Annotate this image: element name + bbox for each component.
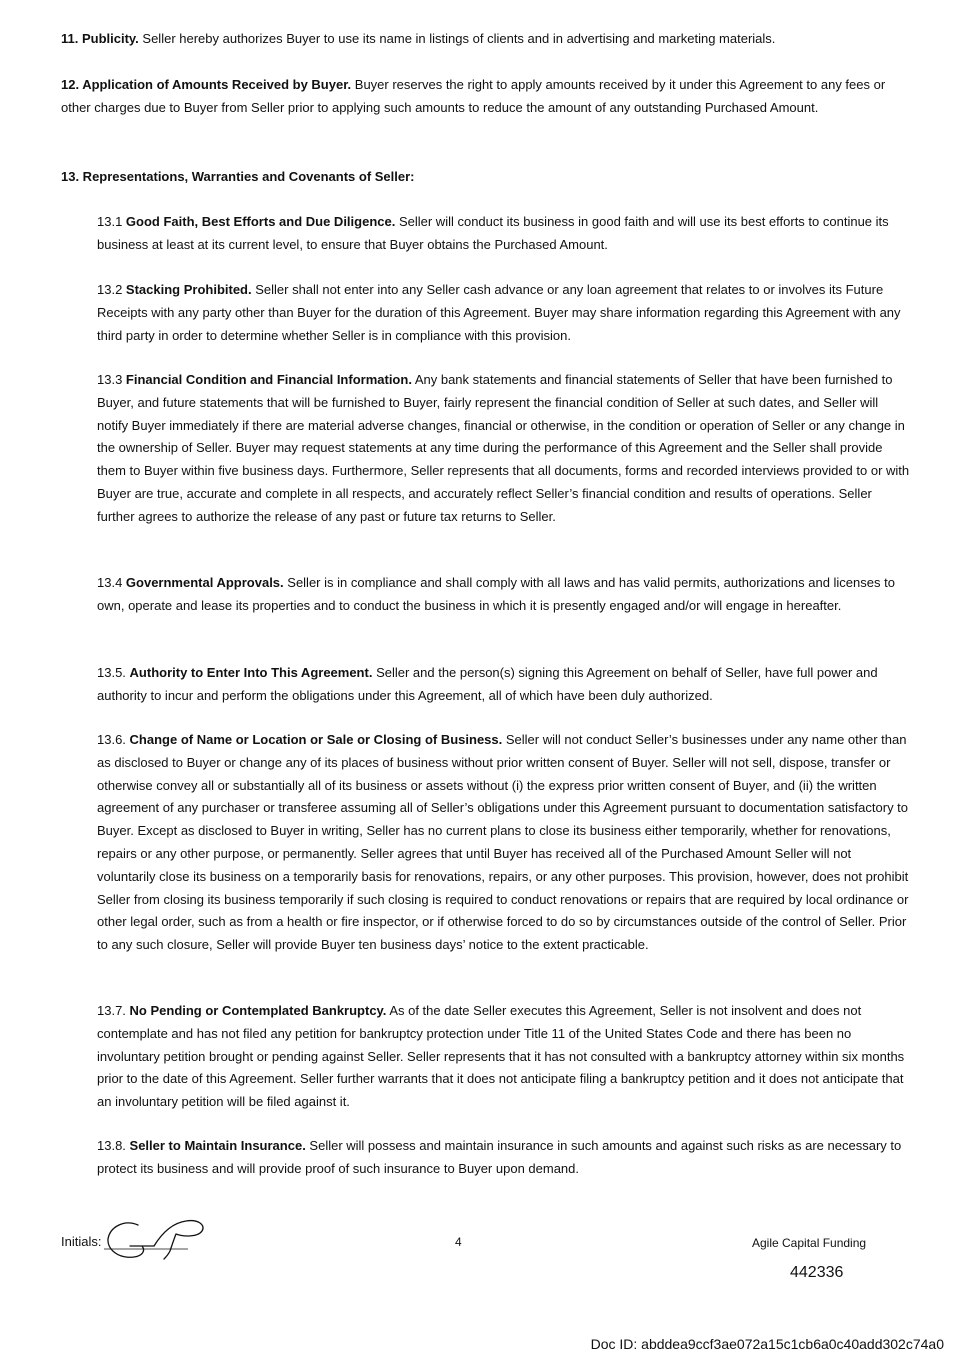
initials-label: Initials:	[61, 1234, 102, 1249]
initials-signature-icon	[102, 1213, 212, 1263]
clause-text: Seller will not conduct Seller’s businesses under any name other than as disclosed to Buyer or change any of its places of business without prior written consent of Buyer. Seller will not sell, dispose, transfer or otherwise convey all or substantially all of its business or assets without (i) the express prior written consent of Buyer, and (ii) the written agreement of any purchaser or transferee assuming all of Seller’s obligations under this Agreement pursuant to documentation satisfactory to Buyer. Except as disclosed to Buyer in writing, Seller has no current plans to close its business either temporarily, whether for renovations, repairs or any other purpose, or permanently. Seller agrees that until Buyer has received all of the Purchased Amount Seller will not voluntarily close its business on a temporarily basis for renovations, repairs, or any other purposes. This provision, however, does not prohibit Seller from closing its business temporarily if such closing is required to conduct renovations or repairs that are required by local ordinance or other legal order, such as from a health or fire inspector, or if otherwise forced to do so by circumstances outside of the control of Seller. Prior to any such closure, Seller will provide Buyer ten business days’ notice to the extent practicable.	[97, 732, 909, 953]
section-11	[61, 28, 901, 51]
section-13-4	[97, 572, 912, 618]
company-name: Agile Capital Funding	[752, 1236, 867, 1250]
section-text: Buyer reserves the right to apply amounts received by it under this Agreement to any fees or other charges due to Buyer from Seller prior to applying such amounts to reduce the amount of any outstanding Purchased Amount.	[61, 77, 886, 115]
clause-text: Any bank statements and financial statements of Seller that have been furnished to Buyer, and future statements that will be furnished to Buyer, fairly represent the financial condition of Seller at such dates, and Seller will notify Buyer immediately if there are material adverse changes, financial or otherwise, in the condition or operation of Seller or any change in the ownership of Seller. Buyer may request statements at any time during the performance of this Agreement and the Seller shall provide them to Buyer within five business days. Furthermore, Seller represents that all documents, forms and recorded interviews provided to or with Buyer are true, accurate and complete in all respects, and accurately reflect Seller’s financial condition and results of operations. Seller further agrees to authorize the release of any past or future tax returns to Seller.	[97, 372, 910, 524]
section-heading: 11. Publicity.	[61, 31, 139, 46]
clause-number: 13.6.	[97, 732, 130, 747]
section-13-8	[97, 1135, 912, 1181]
clause-text: As of the date Seller executes this Agreement, Seller is not insolvent and does not contemplate and has not filed any petition for bankruptcy protection under Title 11 of the United States Code and there has been no involuntary petition brought or pending against Seller. Seller represents that it has not consulted with a bankruptcy attorney within six months prior to the date of this Agreement. Seller further warrants that it does not anticipate filing a bankruptcy petition and it does not anticipate that an involuntary petition will be filed against it.	[97, 1003, 905, 1110]
section-heading: 12. Application of Amounts Received by Buyer.	[61, 77, 352, 92]
page-number: 4	[455, 1235, 462, 1249]
clause-heading: Seller to Maintain Insurance.	[129, 1138, 306, 1153]
section-13-5	[97, 662, 912, 708]
clause-heading: Financial Condition and Financial Information.	[125, 372, 412, 387]
clause-number: 13.2	[97, 282, 126, 297]
clause-number: 13.7.	[97, 1003, 130, 1018]
clause-heading: Governmental Approvals.	[125, 575, 284, 590]
section-13-6	[97, 729, 912, 957]
section-13-3	[97, 369, 912, 529]
section-13-7	[97, 1000, 912, 1114]
section-13	[61, 166, 901, 189]
clause-text: Seller and the person(s) signing this Agreement on behalf of Seller, have full power and authority to incur and perform the obligations under this Agreement, all of which have been duly authorized.	[97, 665, 878, 703]
clause-heading: Change of Name or Location or Sale or Closing of Business.	[129, 732, 503, 747]
clause-text: Seller will conduct its business in good faith and will use its best efforts to continue its business at least at its current level, to ensure that Buyer obtains the Purchased Amount.	[97, 214, 889, 252]
clause-number: 13.4	[97, 575, 126, 590]
clause-text: Seller is in compliance and shall comply with all laws and has valid permits, authorizations and licenses to own, operate and lease its properties and to conduct the business in which it is presently engaged and/or will engage in hereafter.	[97, 575, 895, 613]
section-heading: 13. Representations, Warranties and Covenants of Seller:	[61, 169, 415, 184]
clause-number: 13.8.	[97, 1138, 130, 1153]
clause-number: 13.1	[97, 214, 126, 229]
clause-number: 13.3	[97, 372, 126, 387]
reference-number: 442336	[790, 1264, 844, 1281]
clause-text: Seller shall not enter into any Seller cash advance or any loan agreement that relates to or involves its Future Receipts with any party other than Buyer for the duration of this Agreement. Buyer may share information regarding this Agreement with any third party in order to determine whether Seller is in compliance with this provision.	[97, 282, 901, 343]
section-text: Seller hereby authorizes Buyer to use its name in listings of clients and in advertising and marketing materials.	[138, 31, 776, 46]
doc-id: Doc ID: abddea9ccf3ae072a15c1cb6a0c40add302c74a0	[590, 1336, 944, 1352]
clause-heading: No Pending or Contemplated Bankruptcy.	[129, 1003, 387, 1018]
section-13-1	[97, 211, 912, 257]
section-13-2	[97, 279, 912, 347]
clause-heading: Authority to Enter Into This Agreement.	[129, 665, 373, 680]
section-12	[61, 74, 901, 120]
clause-text: Seller will possess and maintain insurance in such amounts and against such risks as are necessary to protect its business and will provide proof of such insurance to Buyer upon demand.	[97, 1138, 902, 1176]
clause-number: 13.5.	[97, 665, 130, 680]
clause-heading: Stacking Prohibited.	[125, 282, 252, 297]
clause-heading: Good Faith, Best Efforts and Due Diligence.	[125, 214, 396, 229]
